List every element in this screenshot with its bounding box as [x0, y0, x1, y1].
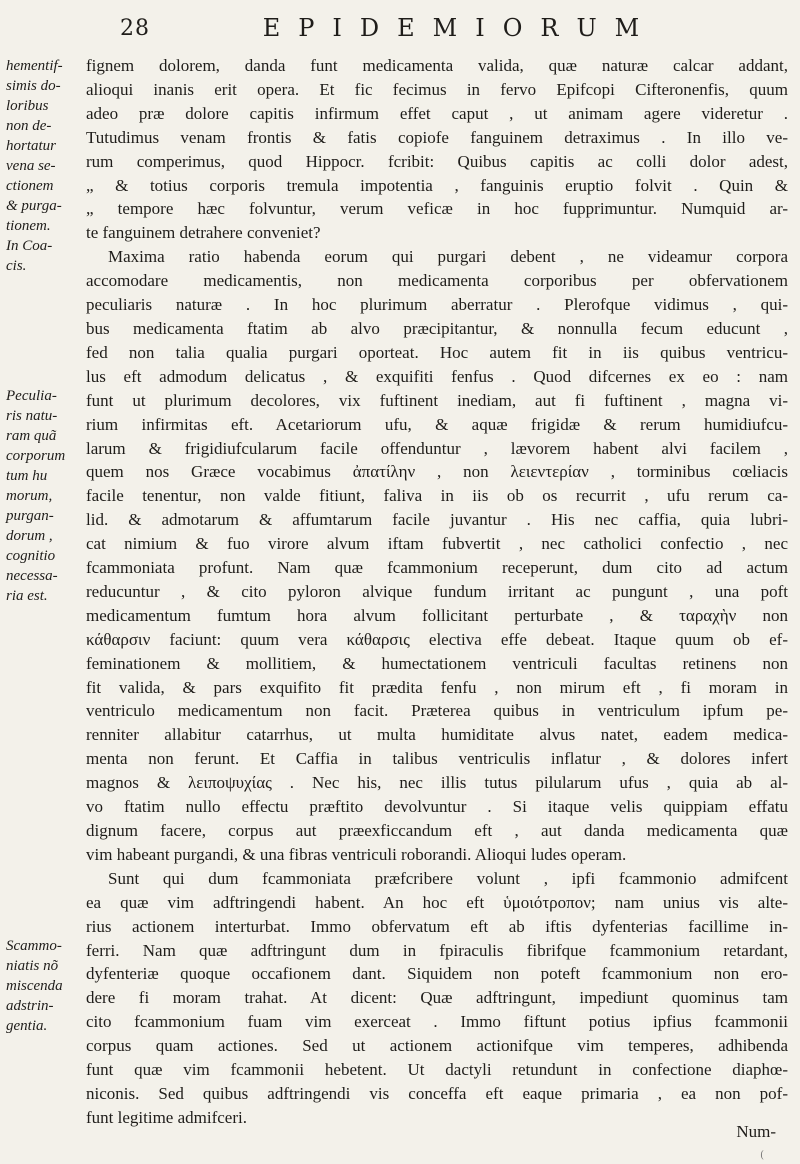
text-line: rum comperimus, quod Hippocr. fcribit: Quibus capitis ac colli dolor adest, [86, 151, 788, 171]
margin-line: In Coa- [6, 238, 53, 254]
text-line: cito fcammonium fuam vim exerceat . Immo fiftunt potius ipfius fcammonii [86, 1012, 788, 1032]
margin-line: & purga- [6, 198, 62, 214]
text-line: accomodare medicamentis, non medicamenta corporibus per obfervationem [86, 271, 788, 291]
margin-line: adstrin- [6, 998, 54, 1014]
margin-line: corporum [6, 448, 66, 464]
text-line: quem nos Græce vocabimus ἀπατίλην , non λειεντερίαν , torminibus cœliacis [86, 462, 788, 482]
text-line: funt quæ vim fcammonii hebetent. Ut dactyli retundunt in confectione diaphœ- [86, 1060, 788, 1080]
margin-line: ctionem [6, 178, 54, 194]
margin-line: Peculia- [6, 388, 57, 404]
margin-line: loribus [6, 98, 49, 114]
text-line: fignem dolorem, danda funt medicamenta valida, quæ naturæ calcar addant, [86, 56, 788, 75]
text-line: dyfenteriæ quoque occafionem dant. Siquidem non poteft fcammonium non ero- [86, 964, 788, 984]
text-line: dere fi moram trahat. At dicent: Quæ adftringunt, impediunt quominus tam [86, 988, 788, 1008]
text-line: magnos & λειποψυχίας . Nec his, nec illis tutus pilularum ufus , quia ab al- [86, 773, 788, 793]
paragraph-1 [86, 54, 788, 245]
text-line: fcammoniata profunt. Nam quæ fcammonium receperunt, dum cito ad actum [86, 558, 788, 578]
text-line: ventriculo medicamentum non facit. Præterea quibus in ventriculum ipfum pe- [86, 701, 788, 721]
margin-line: tionem. [6, 218, 51, 234]
text-line: niconis. Sed quibus adftringendi vis conceffa eft eaque primaria , ea non pof- [86, 1083, 788, 1103]
margin-line: non de- [6, 118, 52, 134]
text-line: funt ut plurimum decolores, vix fuftinent inediam, aut fi fuftinent , magna vi- [86, 390, 788, 410]
margin-note-3 [6, 936, 76, 1036]
paragraph-2 [86, 245, 788, 867]
margin-line: Scammo- [6, 938, 62, 954]
text-line: corpus quam actiones. Sed ut actionem actionifque vim temperes, adhibenda [86, 1036, 788, 1056]
margin-line: necessa- [6, 568, 58, 584]
text-line: Tutudimus venam frontis & fatis copiofe fanguinem detraximus . In illo ve- [86, 127, 788, 147]
margin-line: ria est. [6, 588, 48, 604]
text-line: rium infirmitas eft. Acetariorum ufu, & aquæ frigidæ & rerum humidiufcu- [86, 414, 788, 434]
paper-mark: ( [760, 1150, 764, 1161]
text-line: funt legitime admifceri. [86, 1107, 247, 1127]
text-line: te fanguinem detrahere conveniet? [86, 223, 321, 243]
text-line: vim habeant purgandi, & una fibras ventriculi roborandi. Alioqui ludes operam. [86, 844, 627, 864]
text-line: Sunt qui dum fcammoniata præfcribere volunt , ipfi fcammonio admifcent [108, 868, 788, 888]
text-line: peculiaris naturæ . In hoc plurimum aberratur . Plerofque vidimus , qui- [86, 295, 788, 315]
margin-line: tum hu [6, 468, 48, 484]
margin-note-2 [6, 386, 76, 606]
text-line: ferri. Nam quæ adftringunt dum in fpiraculis fibrifque fcammonium retardant, [86, 940, 788, 960]
page-header [0, 14, 800, 42]
text-line: adeo præ dolore capitis infirmum effet caput , ut animam agere videretur . [86, 103, 788, 123]
margin-line: morum, [6, 488, 53, 504]
text-line: vo ftatim nullo effectu præftito devolvuntur . Si itaque velis quippiam effatu [86, 797, 788, 817]
text-line: fit valida, & pars exquifito fit prædita fenfu , non mirum eft , fi moram in [86, 677, 788, 697]
margin-line: simis do- [6, 78, 61, 94]
margin-line: dorum , [6, 528, 53, 544]
margin-line: hementif- [6, 58, 63, 74]
margin-line: hortatur [6, 138, 57, 154]
text-line: fed non talia qualia purgari oporteat. Hoc autem fit in iis quibus ventricu- [86, 342, 788, 362]
paragraph-3 [86, 867, 788, 1130]
text-line: rius actionem interturbat. Immo obfervatum eft ab iftis dyfenterias facillime in- [86, 916, 788, 936]
text-line: bus medicamenta ftatim ab alvo præcipitantur, & nonnulla fecum educunt , [86, 318, 788, 338]
text-line: lid. & admotarum & affumtarum facile juvantur . His nec caffia, quia lubri- [86, 510, 788, 530]
text-line: cat nimium & fuo virore alvum iftam fubvertit , nec catholici confectio , nec [86, 534, 788, 554]
body-text [86, 54, 788, 1130]
text-line: larum & frigidiufcularum facile offenduntur , lævorem habent alvi facilem , [86, 438, 788, 458]
text-line: facile tenentur, non valde fitiunt, faliva in iis ob os recurrit , ufu rerum ca- [86, 486, 788, 506]
margin-line: miscenda [6, 978, 63, 994]
text-line: menta non ferunt. Et Caffia in talibus ventriculis inflatur , & dolores infert [86, 749, 788, 769]
text-line: „ & totius corporis tremula impotentia , fanguinis eruptio folvit . Quin & [86, 175, 788, 195]
text-line: renniter allabitur catarrhus, ut multa humiditate alvus natet, eadem medica- [86, 725, 788, 745]
text-line: alioqui inanis erit opera. Et fic fecimus in fervo Epifcopi Cifteronenfis, quum [86, 79, 788, 99]
margin-line: niatis nõ [6, 958, 59, 974]
text-line: feminationem & mollitiem, & humectationem ventriculi facultas retinens non [86, 653, 788, 673]
text-line: reducuntur , & cito pyloron alvique fundum irritant ac pungunt , una poft [86, 581, 788, 601]
text-line: ea quæ vim adftringendi habent. An hoc eft ὑμοιότροπον; nam unius vis alte- [86, 892, 788, 912]
margin-note-1 [6, 56, 76, 276]
margin-line: purgan- [6, 508, 54, 524]
running-title: EPIDEMIORUM [262, 14, 658, 42]
text-line: „ tempore hæc folvuntur, verum veficæ in hoc fupprimuntur. Numquid ar- [86, 199, 788, 219]
text-line: κάθαρσιν faciunt: quum vera κάθαρσις electiva effe debeat. Itaque quum ob ef- [86, 629, 788, 649]
text-line: medicamentum fumtum hora alvum follicitant perturbate , & ταραχὴν non [86, 605, 788, 625]
margin-line: gentia. [6, 1018, 48, 1034]
margin-line: ram quã [6, 428, 57, 444]
margin-line: cognitio [6, 548, 56, 564]
text-line: lus eft admodum delicatus , & exquifiti fenfus . Quod difcernes ex eo : nam [86, 366, 788, 386]
margin-line: cis. [6, 258, 27, 274]
catchword: Num- [736, 1122, 776, 1141]
text-line: Maxima ratio habenda eorum qui purgari debent , ne videamur corpora [108, 247, 788, 267]
margin-line: vena se- [6, 158, 56, 174]
text-line: dignum facere, corpus aut præexficcandum eft , aut danda medicamenta quæ [86, 821, 788, 840]
page-number: 28 [120, 16, 150, 41]
margin-line: ris natu- [6, 408, 58, 424]
